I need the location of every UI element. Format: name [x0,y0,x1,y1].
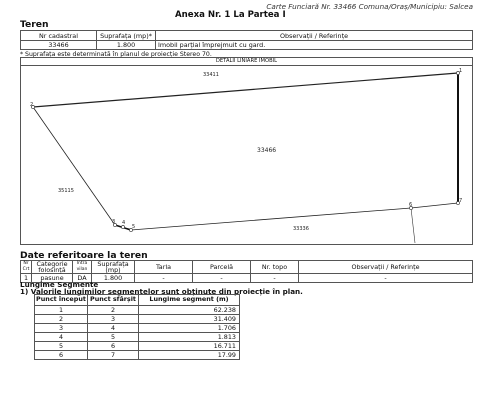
col-nr-cadastral: Nr cadastral [21,31,97,41]
table-row [35,306,240,315]
cell-start: 3 [35,324,88,333]
cell-length: 17.99 [139,351,240,360]
parcel-plan [20,57,473,245]
date-teren-header [21,261,473,274]
teren-table-header [21,31,473,41]
parcel-drawing [21,58,474,246]
table-row [35,324,240,333]
point-label-7: 7 [459,198,463,204]
col-suprafata: Suprafața (mp)* [97,31,156,41]
teren-section-title: Teren [20,19,49,30]
cell-observatii: Imobil parțial împrejmuit cu gard. [156,41,473,50]
cell-categorie: pasune [32,274,73,283]
col-punct-inceput: Punct început [35,295,88,306]
segments-table [34,294,240,360]
col-punct-sfarsit: Punct sfârșit [88,295,139,306]
cell-end: 4 [88,324,139,333]
point-label-3: 3 [112,219,116,225]
cell-length: 1.813 [139,333,240,342]
table-row [21,41,473,50]
cell-start: 4 [35,333,88,342]
table-row [35,333,240,342]
col-nr-crt: Nr Crt [21,261,32,274]
point-label-4: 4 [122,220,126,226]
table-row [35,342,240,351]
cell-nr-topo: - [251,274,299,283]
cell-end: 5 [88,333,139,342]
cell-length: 31.409 [139,315,240,324]
col-parcela: Parcelă [193,261,251,274]
cell-intravilan: DA [73,274,92,283]
boundary-segment-2-3 [33,107,115,225]
cell-start: 5 [35,342,88,351]
cell-parcela: - [193,274,251,283]
cell-suprafata: 1.800 [97,41,156,50]
cell-length: 1.706 [139,324,240,333]
neighbor-label-west: 35115 [58,188,74,194]
col-lungime: Lungime segment (m) [139,295,240,306]
point-label-1: 1 [459,68,463,74]
cell-start: 6 [35,351,88,360]
col-intravilan: Intra vilan [73,261,92,274]
cell-tarla: - [135,274,193,283]
table-row [35,351,240,360]
neighbor-boundary-line [411,208,415,243]
cell-start: 2 [35,315,88,324]
cell-length: 62.238 [139,306,240,315]
col-observatii: Observații / Referințe [156,31,473,41]
segments-header [35,295,240,306]
col-nr-topo: Nr. topo [251,261,299,274]
cell-end: 2 [88,306,139,315]
cell-observatii: - [299,274,473,283]
annex-title: Anexa Nr. 1 La Partea I [175,10,286,20]
segments-subtitle: 1) Valorile lungimilor segmentelor sunt obținute din proiecție în plan. [20,287,303,296]
teren-table [20,30,473,50]
table-row [35,315,240,324]
point-label-6: 6 [409,202,413,208]
date-teren-section-title: Date referitoare la teren [20,250,148,261]
point-label-2: 2 [30,102,34,108]
col-suprafata-mp: Suprafața (mp) [92,261,135,274]
boundary-segment-south [115,203,458,230]
plan-title: DETALII LINIARE IMOBIL [21,58,472,66]
footnote: * Suprafața este determinată în planul de proiecție Stereo 70. [20,51,212,58]
point-label-5: 5 [132,224,136,230]
cell-nr-crt: 1 [21,274,32,283]
cell-suprafata: 1.800 [92,274,135,283]
cell-end: 6 [88,342,139,351]
boundary-segment-1-2 [33,73,458,107]
parcel-number-label: 33466 [257,147,277,154]
cell-nr-cadastral: 33466 [21,41,97,50]
neighbor-label-south: 33336 [293,226,309,232]
cell-length: 16.711 [139,342,240,351]
neighbor-label-north: 33411 [203,72,219,78]
cell-end: 3 [88,315,139,324]
col-tarla: Tarla [135,261,193,274]
segments-title: Lungime Segmente [20,280,99,289]
col-observatii-referinte: Observații / Referințe [299,261,473,274]
cell-start: 1 [35,306,88,315]
col-categorie: Categorie folosință [32,261,73,274]
carte-funciara-reference: Carte Funciară Nr. 33466 Comuna/Oraș/Municipiu: Salcea [266,2,473,11]
cell-end: 7 [88,351,139,360]
